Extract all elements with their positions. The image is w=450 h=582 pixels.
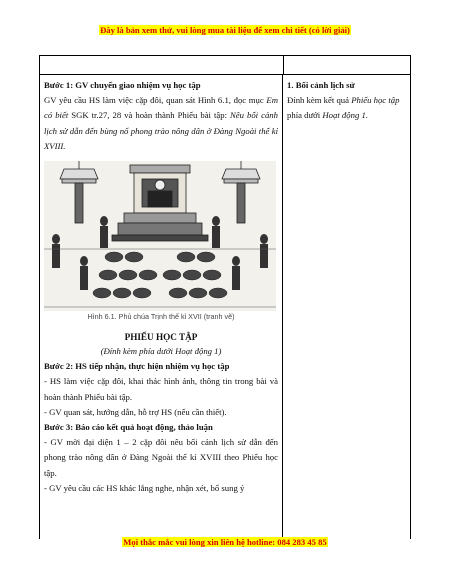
step2-line2: - GV quan sát, hướng dẫn, hỗ trợ HS (nếu cần thiết). xyxy=(44,406,227,417)
table-row xyxy=(40,75,410,539)
header-cell-left xyxy=(40,56,284,74)
step1-text: GV yêu cầu HS làm việc cặp đôi, quan sát Hình 6.1, đọc mục Em có biết SGK tr.27, 28 và hoàn thành Phiếu bài tập: Nêu bối cảnh lịch sử dẫn đến bùng nổ phong trào nông dân ở Đàng Ngoài thế kỉ XVIII. xyxy=(44,95,278,151)
lesson-table xyxy=(39,55,411,539)
table-header-row xyxy=(40,56,410,75)
step3-line2: - GV yêu cầu các HS khác lắng nghe, nhận xét, bổ sung ý xyxy=(44,482,245,493)
step2-title: Bước 2: HS tiếp nhận, thực hiện nhiệm vụ học tập xyxy=(44,361,230,372)
step2-line1: - HS làm việc cặp đôi, khai thác hình ảnh, thông tin trong bài và hoàn thành Phiếu bài tập. xyxy=(44,376,278,402)
figure-caption: Hình 6.1. Phủ chúa Trịnh thế kỉ XVII (tranh vẽ) xyxy=(87,312,235,322)
bottom-banner: Mọi thắc mắc vui lòng xin liên hệ hotline: 084 283 45 85 xyxy=(123,537,327,547)
product-column xyxy=(283,75,410,539)
worksheet-title: PHIẾU HỌC TẬP xyxy=(124,332,198,343)
right-text: Đính kèm kết quả Phiếu học tập phía dưới Hoạt động 1. xyxy=(287,95,400,121)
worksheet-note: (Đính kèm phía dưới Hoạt động 1) xyxy=(100,346,222,357)
step3-line1: - GV mời đại diện 1 – 2 cặp đôi nêu bối cảnh lịch sử dẫn đến phong trào nông dân ở Đàng Ngoài thế kỉ XVIII theo Phiếu học tập. xyxy=(44,437,278,478)
trinh-palace-illustration xyxy=(44,161,276,311)
activity-column xyxy=(40,75,283,539)
step1-title: Bước 1: GV chuyển giao nhiệm vụ học tập xyxy=(44,80,201,90)
step3-title: Bước 3: Báo cáo kết quả hoạt động, thảo luận xyxy=(44,422,213,433)
top-banner: Đây là bản xem thử, vui lòng mua tài liệu để xem chi tiết (có lời giải) xyxy=(100,25,350,35)
right-title: 1. Bối cảnh lịch sử xyxy=(287,80,355,90)
